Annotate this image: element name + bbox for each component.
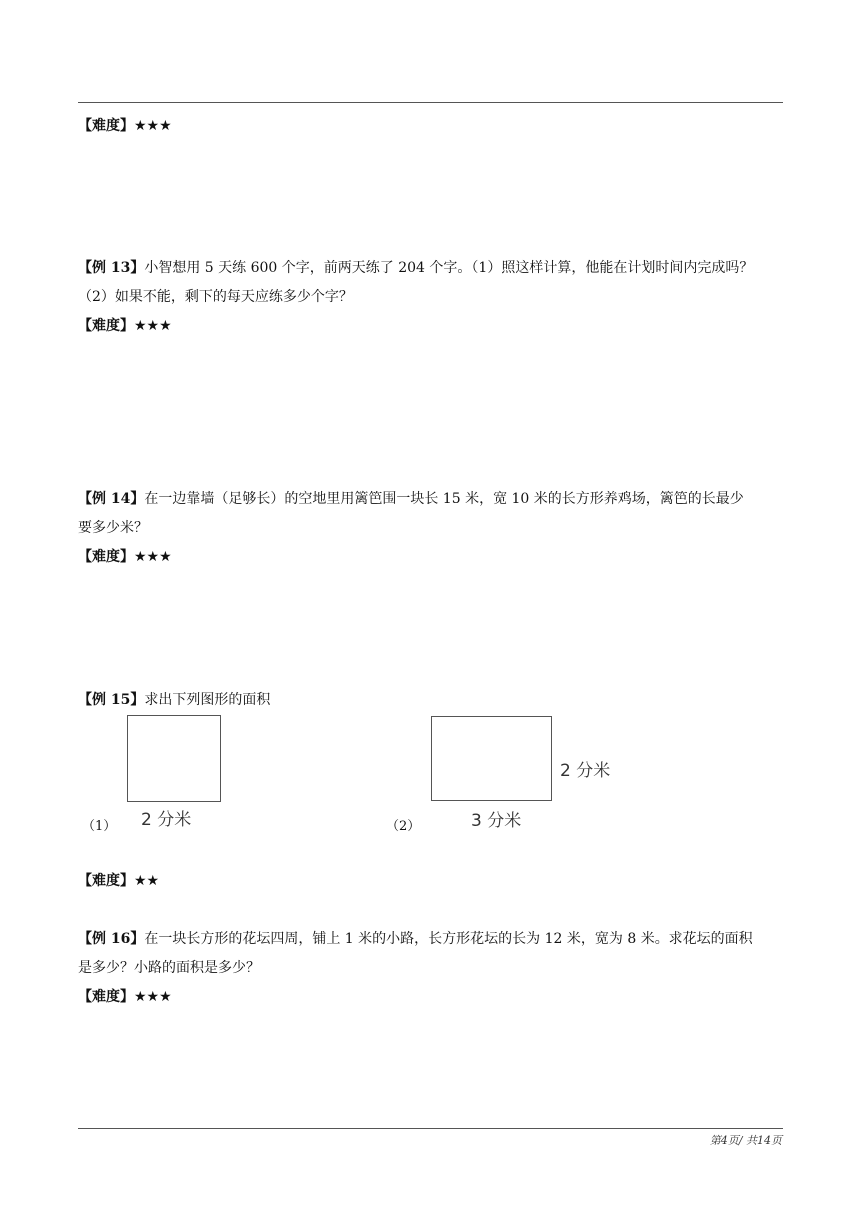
example-14-difficulty bbox=[78, 547, 172, 567]
example-15-text-1: 求出下列图形的面积 bbox=[144, 692, 271, 708]
example-13-text-1: 小智想用 5 天练 600 个字，前两天练了 204 个字。（1）照这样计算，他能在计划时间内完成吗？ bbox=[144, 260, 754, 276]
example-13-difficulty bbox=[78, 316, 172, 336]
example-16-line-1 bbox=[78, 929, 753, 949]
difficulty-label: 【难度】 bbox=[78, 873, 134, 889]
difficulty-stars: ★★ bbox=[134, 873, 160, 889]
example-15-difficulty bbox=[78, 871, 159, 891]
difficulty-label: 【难度】 bbox=[78, 318, 134, 334]
difficulty-stars: ★★★ bbox=[134, 318, 172, 334]
example-16-tag: 【例 16】 bbox=[78, 931, 145, 947]
example-13-line-1 bbox=[78, 258, 753, 278]
example-16-difficulty bbox=[78, 987, 172, 1007]
rectangle-bottom-label: 3 分米 bbox=[471, 811, 522, 831]
example-14-text-2: 要多少米？ bbox=[78, 520, 148, 536]
example-14-line-2 bbox=[78, 518, 148, 538]
figure-2-number: （2） bbox=[386, 819, 421, 834]
example-14-line-1 bbox=[78, 489, 744, 509]
difficulty-label: 【难度】 bbox=[78, 118, 134, 134]
difficulty-label: 【难度】 bbox=[78, 989, 134, 1005]
square-figure bbox=[127, 715, 221, 802]
rectangle-side-label: 2 分米 bbox=[560, 761, 611, 781]
example-16-line-2 bbox=[78, 958, 260, 978]
example-14-text-1: 在一边靠墙（足够长）的空地里用篱笆围一块长 15 米，宽 10 米的长方形养鸡场，篱笆的长最少 bbox=[144, 491, 744, 507]
difficulty-stars: ★★★ bbox=[134, 118, 172, 134]
example-16-text-2: 是多少？小路的面积是多少？ bbox=[78, 960, 260, 976]
example-13-line-2 bbox=[78, 287, 353, 307]
difficulty-stars: ★★★ bbox=[134, 549, 172, 565]
example-16-text-1: 在一块长方形的花坛四周，铺上 1 米的小路，长方形花坛的长为 12 米，宽为 8 米。求花坛的面积 bbox=[144, 931, 753, 947]
difficulty-line bbox=[78, 116, 172, 136]
example-15-tag: 【例 15】 bbox=[78, 692, 145, 708]
footer-rule bbox=[78, 1128, 783, 1129]
example-15-line-1 bbox=[78, 690, 270, 710]
square-bottom-label: 2 分米 bbox=[141, 810, 192, 830]
figure-1-number: （1） bbox=[82, 819, 117, 834]
difficulty-label: 【难度】 bbox=[78, 549, 134, 565]
rectangle-figure bbox=[431, 716, 552, 801]
page-number: 第4页/ 共14页 bbox=[709, 1134, 782, 1147]
example-13-text-2: （2）如果不能，剩下的每天应练多少个字？ bbox=[78, 289, 353, 305]
example-14-tag: 【例 14】 bbox=[78, 491, 145, 507]
difficulty-stars: ★★★ bbox=[134, 989, 172, 1005]
header-rule bbox=[78, 102, 783, 103]
example-13-tag: 【例 13】 bbox=[78, 260, 145, 276]
